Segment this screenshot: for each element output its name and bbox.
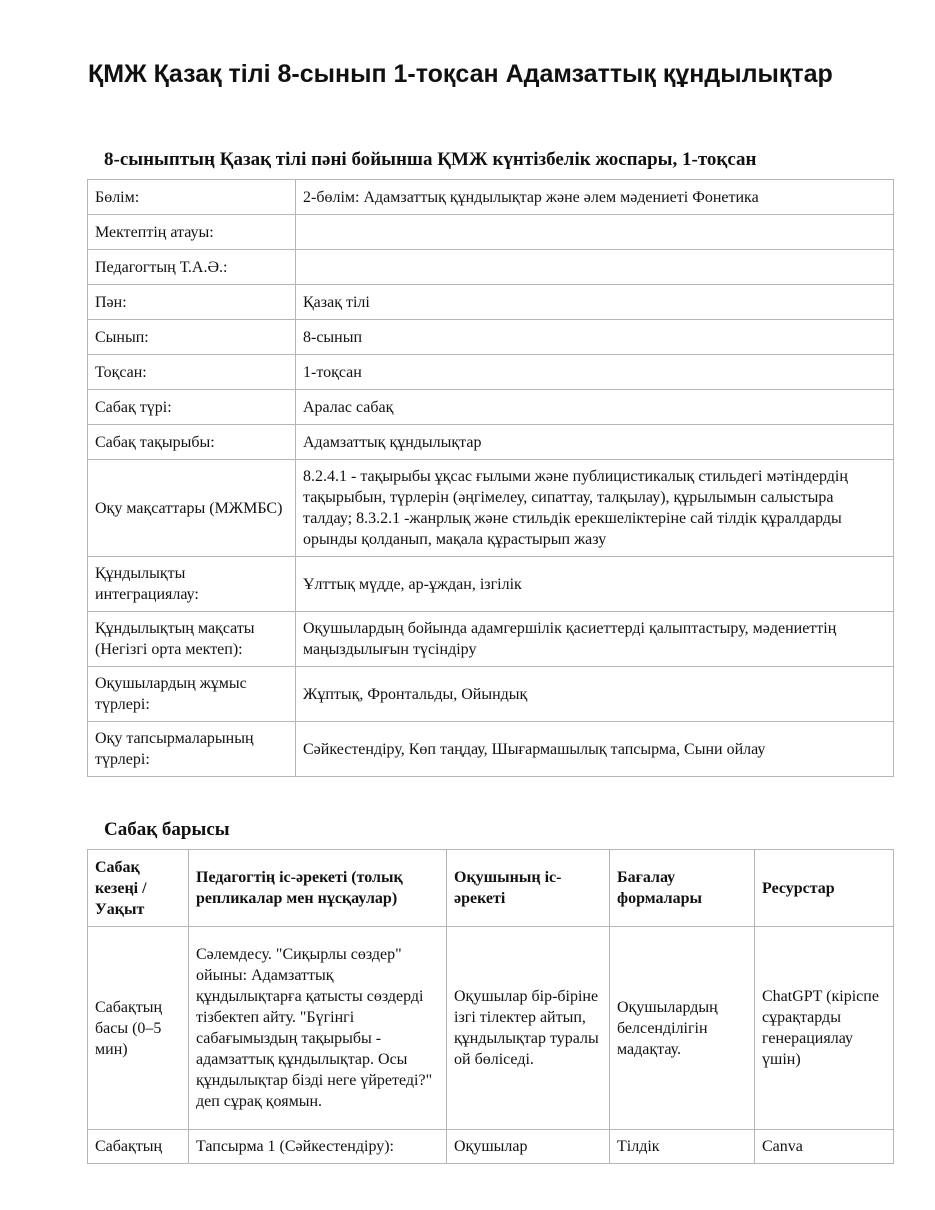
stage-cell: Сабақтың басы (0–5 мин) xyxy=(88,927,189,1130)
info-row-lesson-type xyxy=(88,390,894,425)
info-label: Тоқсан: xyxy=(88,355,296,390)
info-label: Оқу тапсырмаларының түрлері: xyxy=(88,722,296,777)
table-row xyxy=(88,927,894,1130)
info-value: 1-тоқсан xyxy=(296,355,894,390)
info-row-teacher xyxy=(88,250,894,285)
info-label: Педагогтың Т.А.Ә.: xyxy=(88,250,296,285)
info-value: Оқушылардың бойында адамгершілік қасиеттерді қалыптастыру, мәдениеттің маңыздылығын түсіндіру xyxy=(296,612,894,667)
info-value: Ұлттық мүдде, ар-ұждан, ізгілік xyxy=(296,557,894,612)
info-value: 8.2.4.1 - тақырыбы ұқсас ғылыми және публицистикалық стильдегі мәтіндердің тақырыбын, түрлерін (әңгімелеу, сипаттау, талқылау), құрылымын салыстыра талдау; 8.3.2.1 -жанрлық және стильдік ерекшеліктеріне сай тілдік құралдарды орынды қолданып, мақала құрастырып жазу xyxy=(296,460,894,557)
info-value: 8-сынып xyxy=(296,320,894,355)
teacher-actions-cell: Сәлемдесу. "Сиқырлы сөздер" ойыны: Адамзаттық құндылықтарға қатысты сөздерді тізбектеп айту. "Бүгінгі сабағымыздың тақырыбы - адамзаттық құндылықтар. Осы құндылықтар бізді неге үйретеді?" деп сұрақ қоямын. xyxy=(189,927,447,1130)
info-value: Жұптық, Фронтальды, Ойындық xyxy=(296,667,894,722)
lesson-progress-table xyxy=(87,849,894,1164)
student-actions-cell: Оқушылар xyxy=(447,1130,610,1164)
info-row-value-integration xyxy=(88,557,894,612)
info-value: Қазақ тілі xyxy=(296,285,894,320)
column-header-assessment: Бағалау формалары xyxy=(610,850,755,927)
info-label: Сабақ түрі: xyxy=(88,390,296,425)
info-label: Сабақ тақырыбы: xyxy=(88,425,296,460)
lesson-info-table xyxy=(87,179,894,777)
info-label: Бөлім: xyxy=(88,180,296,215)
info-row-task-types xyxy=(88,722,894,777)
info-row-school xyxy=(88,215,894,250)
info-row-value-goal xyxy=(88,612,894,667)
info-label: Мектептің атауы: xyxy=(88,215,296,250)
progress-header-row xyxy=(88,850,894,927)
info-value: 2-бөлім: Адамзаттық құндылықтар және әлем мәдениеті Фонетика xyxy=(296,180,894,215)
column-header-student-actions: Оқушының іс-әрекеті xyxy=(447,850,610,927)
info-row-subject xyxy=(88,285,894,320)
info-value: Адамзаттық құндылықтар xyxy=(296,425,894,460)
info-label: Пән: xyxy=(88,285,296,320)
info-row-learning-objectives xyxy=(88,460,894,557)
info-label: Сынып: xyxy=(88,320,296,355)
column-header-resources: Ресурстар xyxy=(755,850,894,927)
info-label: Құндылықтың мақсаты (Негізгі орта мектеп): xyxy=(88,612,296,667)
student-actions-cell: Оқушылар бір-біріне ізгі тілектер айтып, құндылықтар туралы ой бөліседі. xyxy=(447,927,610,1130)
info-row-section xyxy=(88,180,894,215)
info-row-lesson-topic xyxy=(88,425,894,460)
stage-cell: Сабақтың xyxy=(88,1130,189,1164)
teacher-actions-cell: Тапсырма 1 (Сәйкестендіру): xyxy=(189,1130,447,1164)
assessment-cell: Оқушылардың белсенділігін мадақтау. xyxy=(610,927,755,1130)
info-row-grade xyxy=(88,320,894,355)
column-header-teacher-actions: Педагогтің іс-әрекеті (толық репликалар мен нұсқаулар) xyxy=(189,850,447,927)
info-value xyxy=(296,215,894,250)
document-title: ҚМЖ Қазақ тілі 8-сынып 1-тоқсан Адамзаттық құндылықтар xyxy=(88,60,833,88)
info-value: Аралас сабақ xyxy=(296,390,894,425)
info-value xyxy=(296,250,894,285)
resources-cell: Canva xyxy=(755,1130,894,1164)
resources-cell: ChatGPT (кіріспе сұрақтарды генерациялау үшін) xyxy=(755,927,894,1130)
column-header-stage: Сабақ кезеңі / Уақыт xyxy=(88,850,189,927)
info-label: Оқу мақсаттары (МЖМБС) xyxy=(88,460,296,557)
info-label: Оқушылардың жұмыс түрлері: xyxy=(88,667,296,722)
info-label: Құндылықты интеграциялау: xyxy=(88,557,296,612)
info-row-work-types xyxy=(88,667,894,722)
progress-heading: Сабақ барысы xyxy=(104,819,230,840)
assessment-cell: Тілдік xyxy=(610,1130,755,1164)
info-row-quarter xyxy=(88,355,894,390)
plan-heading: 8-сыныптың Қазақ тілі пәні бойынша ҚМЖ күнтізбелік жоспары, 1-тоқсан xyxy=(104,149,757,170)
info-value: Сәйкестендіру, Көп таңдау, Шығармашылық тапсырма, Сыни ойлау xyxy=(296,722,894,777)
table-row xyxy=(88,1130,894,1164)
